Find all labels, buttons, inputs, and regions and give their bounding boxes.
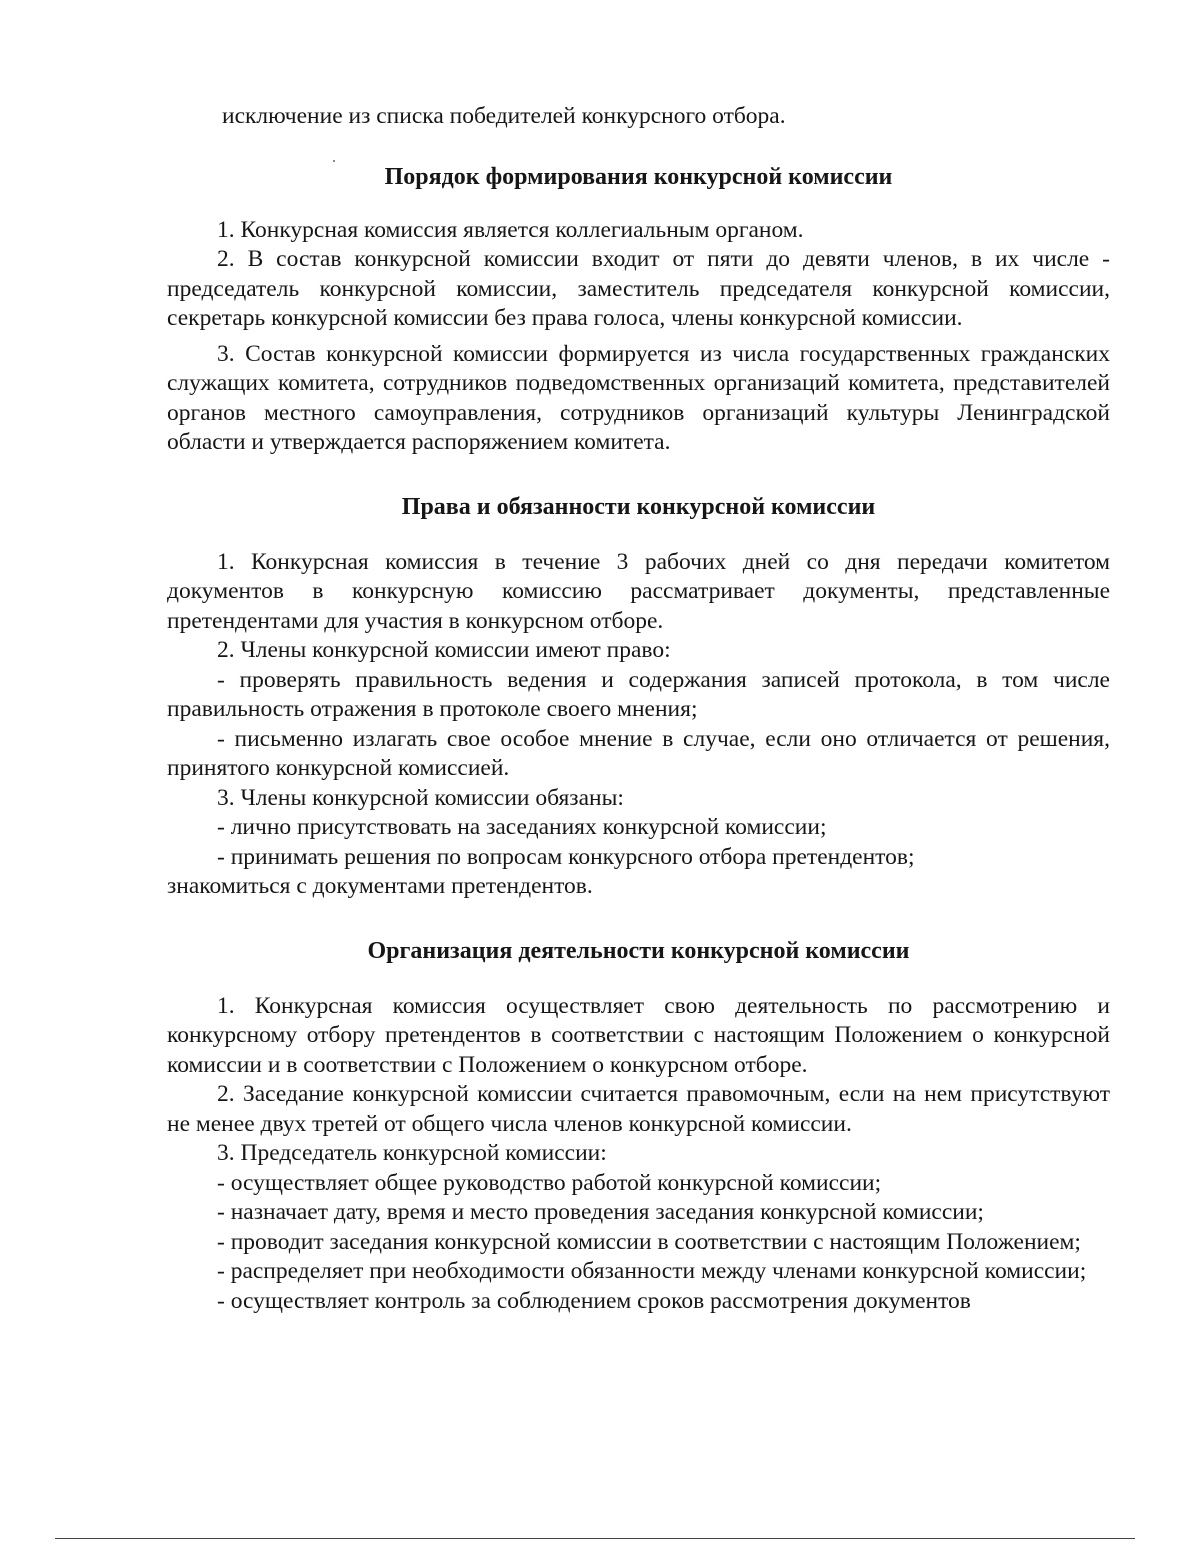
scan-bottom-edge bbox=[55, 1538, 1135, 1539]
paragraph: - принимать решения по вопросам конкурсного отбора претендентов; bbox=[217, 843, 915, 870]
paragraph: 3. Состав конкурсной комиссии формируется из числа государственных гражданских служащих комитета, сотрудников подведомственных организаций комитета, представителей органов местного самоуправления, сотрудников организаций культуры Ленинградской области и утверждается распоряжением комитета. bbox=[167, 340, 1110, 455]
paragraph: 2. Заседание конкурсной комиссии считается правомочным, если на нем присутствуют не менее двух третей от общего числа членов конкурсной комиссии. bbox=[167, 1081, 1110, 1137]
paragraph: 3. Члены конкурсной комиссии обязаны: bbox=[217, 784, 624, 811]
paragraph: - осуществляет контроль за соблюдением сроков рассмотрения документов bbox=[217, 1287, 971, 1314]
paragraph: знакомиться с документами претендентов. bbox=[167, 873, 593, 899]
paragraph: - назначает дату, время и место проведения заседания конкурсной комиссии; bbox=[217, 1199, 984, 1225]
paragraph: - распределяет при необходимости обязанности между членами конкурсной комиссии; bbox=[217, 1258, 1087, 1284]
section-heading-rights: Права и обязанности конкурсной комиссии bbox=[401, 493, 876, 520]
section-heading-organization: Организация деятельности конкурсной комиссии bbox=[367, 937, 910, 964]
paragraph: 2. Члены конкурсной комиссии имеют право: bbox=[217, 637, 671, 663]
paragraph: - осуществляет общее руководство работой конкурсной комиссии; bbox=[217, 1169, 882, 1196]
document-body bbox=[167, 102, 1110, 1316]
paragraph: - проводит заседания конкурсной комиссии в соответствии с настоящим Положением; bbox=[217, 1228, 1081, 1255]
paragraph: - проверять правильность ведения и содержания записей протокола, в том числе правильность отражения в протоколе своего мнения; bbox=[167, 666, 1110, 722]
paragraph: 1. Конкурсная комиссия в течение 3 рабочих дней со дня передачи комитетом документов в конкурсную комиссию рассматривает документы, представленные претендентами для участия в конкурсном отборе. bbox=[167, 548, 1110, 634]
continuation-text: исключение из списка победителей конкурсного отбора. bbox=[222, 103, 786, 129]
paragraph: 3. Председатель конкурсной комиссии: bbox=[217, 1140, 607, 1166]
paragraph: 2. В состав конкурсной комиссии входит от пяти до девяти членов, в их числе - председатель конкурсной комиссии, заместитель председателя конкурсной комиссии, секретарь конкурсной комиссии без права голоса, члены конкурсной комиссии. bbox=[167, 246, 1110, 331]
paragraph: - лично присутствовать на заседаниях конкурсной комиссии; bbox=[217, 814, 827, 840]
section-heading-formation: Порядок формирования конкурсной комиссии bbox=[384, 163, 893, 190]
paragraph: - письменно излагать свое особое мнение в случае, если оно отличается от решения, принятого конкурсной комиссией. bbox=[167, 725, 1110, 781]
paragraph: 1. Конкурсная комиссия является коллегиальным органом. bbox=[217, 216, 804, 243]
paragraph: 1. Конкурсная комиссия осуществляет свою деятельность по рассмотрению и конкурсному отбору претендентов в соответствии с настоящим Положением о конкурсной комиссии и в соответствии с Положением о конкурсном отборе. bbox=[167, 992, 1110, 1078]
